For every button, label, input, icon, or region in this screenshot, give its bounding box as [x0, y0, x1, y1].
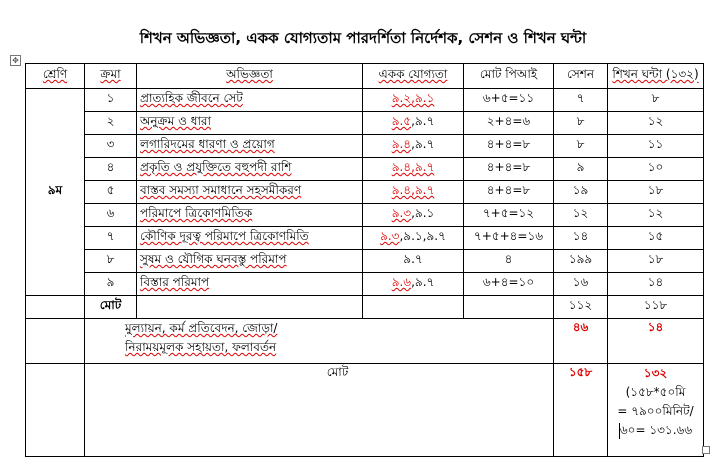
total-row — [26, 364, 704, 457]
table-row — [26, 227, 704, 250]
table-row — [26, 250, 704, 273]
total-label: মোট — [85, 364, 554, 457]
session-cell: ৮ — [554, 112, 608, 135]
header-serial: ক্রমা — [85, 64, 137, 89]
competency-cell: ৯.৫,৯.৭ — [363, 112, 464, 135]
session-cell: ১৯ — [554, 181, 608, 204]
experience-cell: লগারিদমের ধারণা ও প্রয়োগ — [137, 135, 363, 158]
hours-cell: ১১ — [608, 135, 704, 158]
pi-cell: ৬+৫=১১ — [464, 89, 554, 112]
header-row — [26, 64, 704, 89]
competency-cell: ৯.৩,৯.১ — [363, 204, 464, 227]
session-cell: ৮ — [554, 135, 608, 158]
pi-cell: ৭+৫=১২ — [464, 204, 554, 227]
serial-cell: ৩ — [85, 135, 137, 158]
total-calc-line3: ৬০= ১৩১.৬৬ — [619, 423, 693, 437]
session-table — [25, 63, 704, 457]
competency-cell: ৯.৪,৯.৭ — [363, 181, 464, 204]
empty-cell — [26, 296, 85, 319]
pi-cell: ৪+৪=৮ — [464, 135, 554, 158]
hours-cell: ১৮ — [608, 250, 704, 273]
pi-cell: ৭+৫+৪=১৬ — [464, 227, 554, 250]
table-row — [26, 158, 704, 181]
empty-cell — [26, 319, 85, 364]
serial-cell: ১ — [85, 89, 137, 112]
document-title: শিখন অভিজ্ঞতা, একক যোগ্যতাম পারদর্শিতা নির্দেশক, সেশন ও শিখন ঘন্টা — [139, 29, 587, 47]
subtotal-hours: ১১৮ — [608, 296, 704, 319]
header-competency: একক যোগ্যতা — [363, 64, 464, 89]
table-row — [26, 181, 704, 204]
competency-cell: ৯.২,৯.১ — [363, 89, 464, 112]
serial-cell: ৬ — [85, 204, 137, 227]
subtotal-session: ১১২ — [554, 296, 608, 319]
assessment-line2: নিরাময়মূলক সহায়তা, ফলাবর্তন — [125, 340, 277, 354]
header-experience: অভিজ্ঞতা — [137, 64, 363, 89]
session-cell: ১৬ — [554, 273, 608, 296]
total-hours-cell — [608, 364, 704, 457]
competency-cell: ৯.৩,৯.১,৯.৭ — [363, 227, 464, 250]
hours-cell: ১৪ — [608, 273, 704, 296]
session-cell: ১২ — [554, 204, 608, 227]
session-cell: ১৯৯ — [554, 250, 608, 273]
table-resize-handle[interactable] — [702, 446, 710, 454]
table-row — [26, 273, 704, 296]
header-class: শ্রেণি — [26, 64, 85, 89]
total-calc-line2: = ৭৯০০মিনিট/ — [617, 404, 694, 418]
experience-cell: বিস্তার পরিমাপ — [137, 273, 363, 296]
hours-cell: ১২ — [608, 112, 704, 135]
table-move-handle-icon[interactable]: ✥ — [10, 55, 21, 66]
empty-cell — [137, 296, 363, 319]
pi-cell: ৪+৪=৮ — [464, 158, 554, 181]
competency-cell: ৯.৪,৯.৭ — [363, 158, 464, 181]
assessment-hours: ১৪ — [608, 319, 704, 364]
competency-cell: ৯.৭ — [363, 250, 464, 273]
experience-cell: প্রাত্যহিক জীবনে সেট — [137, 89, 363, 112]
table-row — [26, 135, 704, 158]
table-row — [26, 204, 704, 227]
pi-cell: ২+৪=৬ — [464, 112, 554, 135]
class-cell: ৯ম — [26, 89, 85, 296]
pi-cell: ৬+৪=১০ — [464, 273, 554, 296]
table-row — [26, 112, 704, 135]
assessment-cell — [85, 319, 554, 364]
hours-cell: ১০ — [608, 158, 704, 181]
hours-cell: ১২ — [608, 204, 704, 227]
header-session: সেশন — [554, 64, 608, 89]
total-session: ১৫৮ — [554, 364, 608, 457]
session-cell: ৭ — [554, 89, 608, 112]
empty-cell — [363, 296, 464, 319]
hours-cell: ৮ — [608, 89, 704, 112]
empty-cell — [464, 296, 554, 319]
hours-cell: ১৫ — [608, 227, 704, 250]
experience-cell: প্রকৃতি ও প্রযুক্তিতে বহুপদী রাশি — [137, 158, 363, 181]
total-calc-line1: (১৫৮*৫০মি — [625, 385, 686, 399]
subtotal-row — [26, 296, 704, 319]
header-pi: মোট পিআই — [464, 64, 554, 89]
experience-cell: অনুক্রম ও ধারা — [137, 112, 363, 135]
session-cell: ১৪ — [554, 227, 608, 250]
pi-cell: ৪+৪=৮ — [464, 181, 554, 204]
assessment-line1: মুল্যায়ন, কর্ম প্রতিবেদন, জোড়া/ — [125, 321, 278, 335]
experience-cell: পরিমাপে ত্রিকোণমিতিক — [137, 204, 363, 227]
pi-cell: ৪ — [464, 250, 554, 273]
subtotal-label: মোট — [85, 296, 137, 319]
serial-cell: ৮ — [85, 250, 137, 273]
serial-cell: ৭ — [85, 227, 137, 250]
total-hours: ১৩২ — [643, 366, 668, 380]
serial-cell: ২ — [85, 112, 137, 135]
serial-cell: ৪ — [85, 158, 137, 181]
competency-cell: ৯.৬,৯.৭ — [363, 273, 464, 296]
experience-cell: সুষম ও যৌগিক ঘনবস্তু পরিমাপ — [137, 250, 363, 273]
table-row — [26, 89, 704, 112]
assessment-row — [26, 319, 704, 364]
experience-cell: বাস্তব সমস্যা সমাধানে সহসমীকরণ — [137, 181, 363, 204]
experience-cell: কৌণিক দূরত্ব পরিমাপে ত্রিকোণমিতি — [137, 227, 363, 250]
assessment-session: ৪৬ — [554, 319, 608, 364]
competency-cell: ৯.৪,৯.৭ — [363, 135, 464, 158]
header-hours: শিখন ঘন্টা (১৩২) — [608, 64, 704, 89]
empty-cell — [26, 364, 85, 457]
hours-cell: ১৮ — [608, 181, 704, 204]
serial-cell: ৫ — [85, 181, 137, 204]
session-cell: ৯ — [554, 158, 608, 181]
serial-cell: ৯ — [85, 273, 137, 296]
